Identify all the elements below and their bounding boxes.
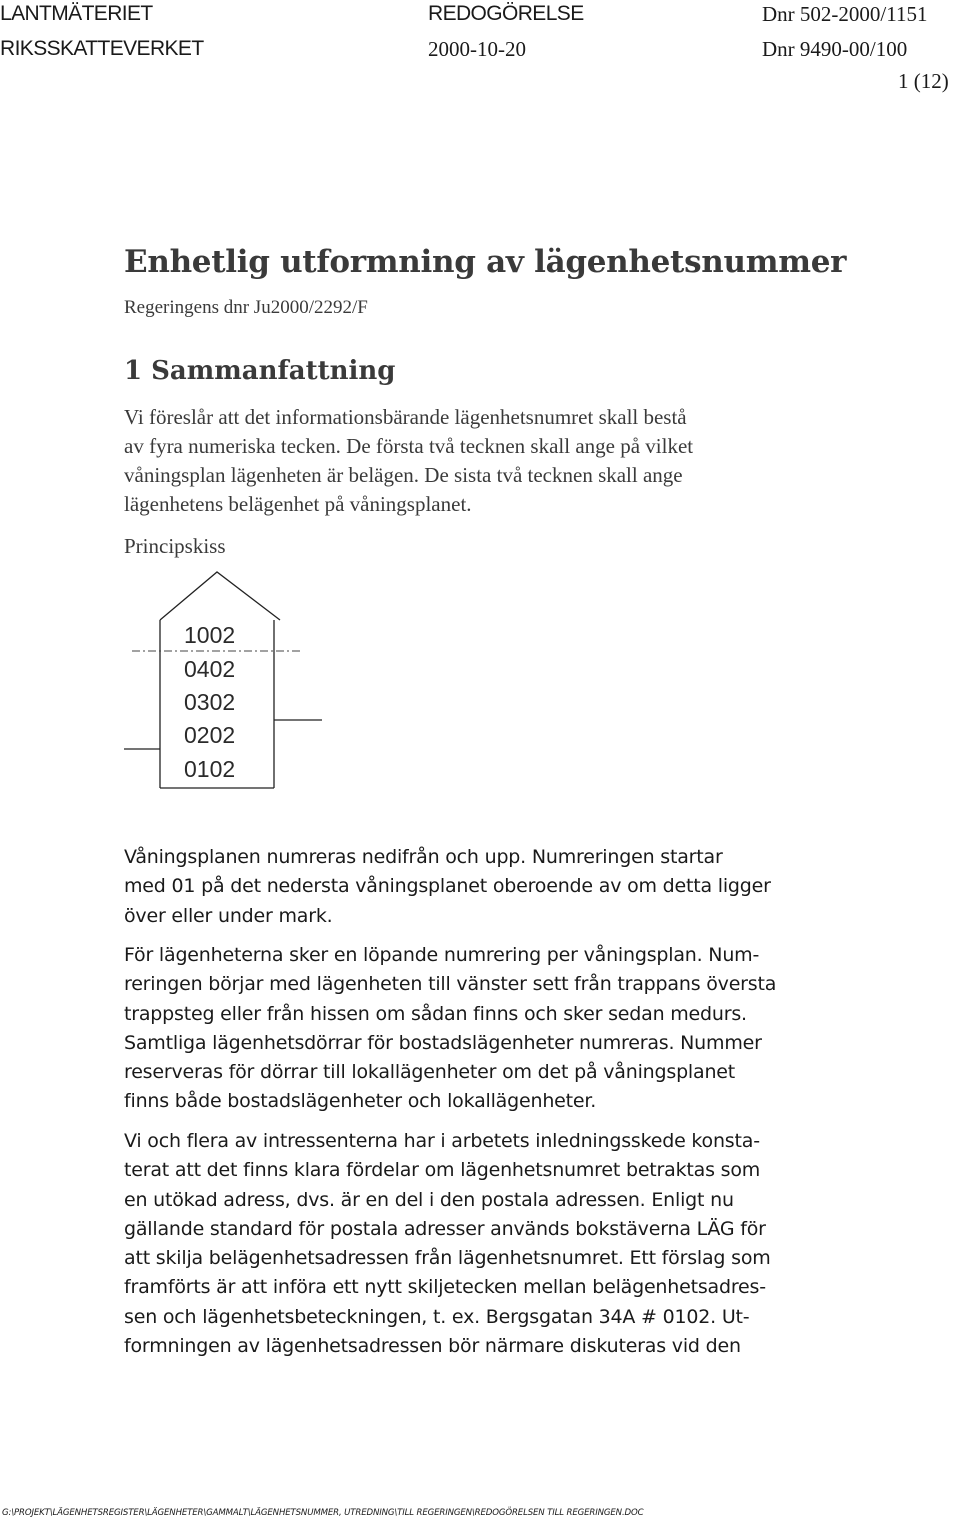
floor-number: 0102 bbox=[184, 756, 236, 782]
sketch-label: Principskiss bbox=[124, 534, 226, 558]
document-date: 2000-10-20 bbox=[428, 37, 526, 61]
paragraph-line: finns både bostadslägenheter och lokallägenheter. bbox=[124, 1090, 597, 1113]
paragraph-line: formningen av lägenhetsadressen bör närmare diskuteras vid den bbox=[124, 1335, 741, 1358]
paragraph-line: sen och lägenhetsbeteckningen, t. ex. Bergsgatan 34A # 0102. Ut- bbox=[124, 1305, 750, 1328]
paragraph-line: framförts är att införa ett nytt skiljetecken mellan belägenhetsadres- bbox=[124, 1276, 766, 1299]
page-number: 1 (12) bbox=[898, 69, 949, 93]
paragraph-line: terat att det finns klara fördelar om lägenhetsnumret betraktas som bbox=[124, 1159, 761, 1182]
section-heading: 1 Sammanfattning bbox=[124, 356, 396, 386]
paragraph-floor-numbering bbox=[124, 843, 771, 931]
paragraph-line: Vi och flera av intressenterna har i arbetets inledningsskede konsta- bbox=[124, 1130, 760, 1152]
summary-line: lägenhetens belägenhet på våningsplanet. bbox=[124, 492, 472, 516]
paragraph-line: reserveras för dörrar till lokallägenheter om det på våningsplanet bbox=[124, 1061, 736, 1084]
paragraph-line: Våningsplanen numreras nedifrån och upp. Numreringen startar bbox=[124, 846, 723, 868]
document-type: REDOGÖRELSE bbox=[428, 2, 584, 25]
paragraph-line: över eller under mark. bbox=[124, 904, 333, 927]
summary-line: Vi föreslår att det informationsbärande lägenhetsnumret skall bestå bbox=[124, 405, 687, 429]
org-name-riksskatteverket: RIKSSKATTEVERKET bbox=[0, 37, 204, 60]
paragraph-line: För lägenheterna sker en löpande numrering per våningsplan. Num- bbox=[124, 944, 760, 966]
floor-number: 0402 bbox=[184, 656, 236, 682]
paragraph-line: trappsteg eller från hissen om sådan finns och sker sedan medurs. bbox=[124, 1002, 747, 1025]
paragraph-line: reringen börjar med lägenheten till vänster sett från trappans översta bbox=[124, 973, 777, 996]
floor-number: 1002 bbox=[184, 622, 236, 648]
summary-line: våningsplan lägenheten är belägen. De sista två tecknen skall ange bbox=[124, 463, 683, 487]
paragraph-postal-address bbox=[124, 1127, 771, 1361]
dnr-lantmateriet: Dnr 502-2000/1151 bbox=[762, 2, 928, 26]
summary-paragraph bbox=[124, 403, 693, 519]
government-reference: Regeringens dnr Ju2000/2292/F bbox=[124, 297, 368, 318]
floor-number: 0302 bbox=[184, 689, 236, 715]
paragraph-apartment-numbering bbox=[124, 941, 776, 1117]
floor-number: 0202 bbox=[184, 722, 236, 748]
paragraph-line: gällande standard för postala adresser används bokstäverna LÄG för bbox=[124, 1217, 766, 1240]
document-title: Enhetlig utformning av lägenhetsnummer bbox=[124, 244, 847, 280]
summary-line: av fyra numeriska tecken. De första två tecknen skall ange på vilket bbox=[124, 434, 694, 458]
org-name-lantmateriet: LANTMÄTERIET bbox=[0, 2, 153, 25]
dnr-riksskatteverket: Dnr 9490-00/100 bbox=[762, 37, 908, 61]
paragraph-line: Samtliga lägenhetsdörrar för bostadslägenheter numreras. Nummer bbox=[124, 1031, 762, 1054]
paragraph-line: en utökad adress, dvs. är en del i den postala adressen. Enligt nu bbox=[124, 1188, 734, 1211]
paragraph-line: med 01 på det nedersta våningsplanet oberoende av om detta ligger bbox=[124, 875, 771, 898]
paragraph-line: att skilja belägenhetsadressen från lägenhetsnumret. Ett förslag som bbox=[124, 1247, 771, 1270]
file-path-footer: G:\PROJEKT\LÄGENHETSREGISTER\LÄGENHETER\GAMMALT\LÄGENHETSNUMMER, UTREDNING\TILL REGERINGEN\REDOGÖRELSEN TILL REGERINGEN.DOC bbox=[2, 1508, 644, 1518]
